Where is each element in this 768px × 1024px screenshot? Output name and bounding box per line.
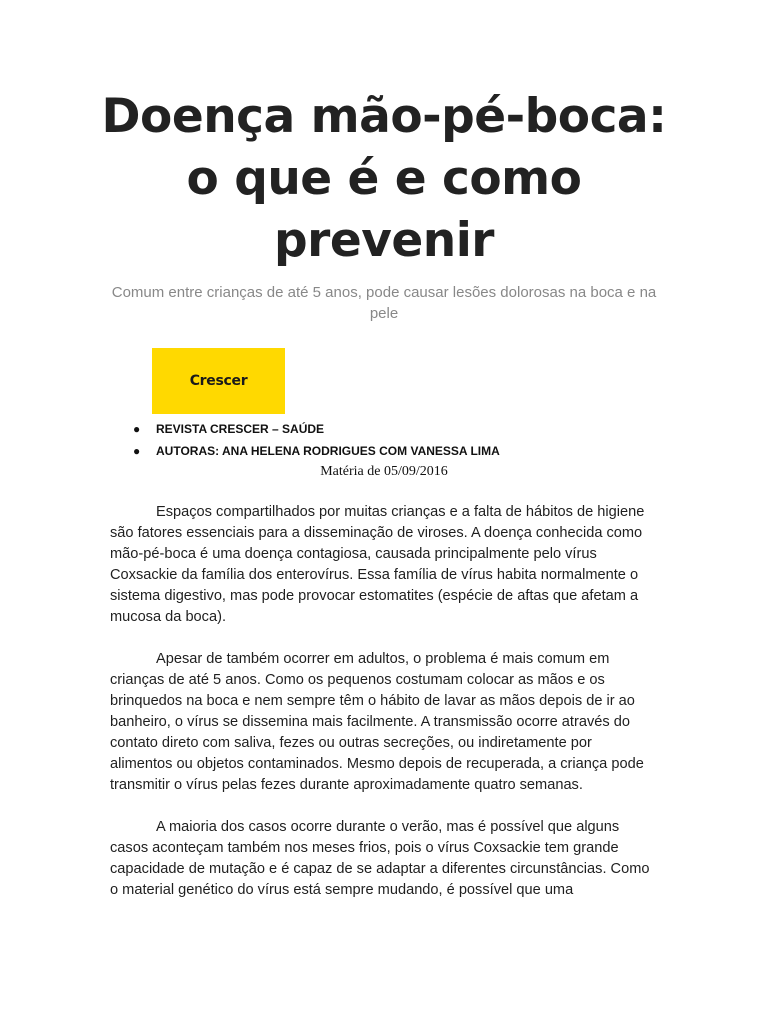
article-body	[110, 502, 658, 922]
meta-item-label: AUTORAS: ANA HELENA RODRIGUES COM VANESSA LIMA	[156, 444, 500, 458]
article-subtitle: Comum entre crianças de até 5 anos, pode causar lesões dolorosas na boca e na pele	[111, 284, 657, 322]
meta-item-authors	[130, 440, 500, 462]
meta-item-source	[130, 418, 500, 440]
bullet-icon: ●	[133, 444, 141, 458]
paragraph: A maioria dos casos ocorre durante o verão, mas é possível que alguns casos aconteçam também nos meses frios, pois o vírus Coxsackie tem grande capacidade de mutação e é capaz de se adaptar a diferentes circunstâncias. Como o material genético do vírus está sempre mudando, é possível que uma	[110, 819, 650, 898]
logo-text: Crescer	[189, 373, 248, 389]
article-meta-list	[130, 418, 500, 462]
paragraph: Apesar de também ocorrer em adultos, o problema é mais comum em crianças de até 5 anos. Como os pequenos costumam colocar as mãos e os brinquedos na boca e nem sempre têm o hábito de lavar as mãos depois de ir ao banheiro, o vírus se dissemina mais facilmente. A transmissão ocorre através do contato direto com saliva, fezes ou outras secreções, ou indiretamente por alimentos ou objetos contaminados. Mesmo depois de recuperada, a criança pode transmitir o vírus pelas fezes durante aproximadamente quatro semanas.	[110, 651, 644, 793]
bullet-icon: ●	[133, 422, 141, 436]
crescer-logo	[152, 348, 285, 414]
article-title: Doença mão-pé-boca: o que é e como prevenir	[101, 89, 667, 268]
meta-item-label: REVISTA CRESCER – SAÚDE	[156, 422, 325, 436]
article-date: Matéria de 05/09/2016	[320, 464, 448, 479]
paragraph: Espaços compartilhados por muitas crianças e a falta de hábitos de higiene são fatores essenciais para a disseminação de viroses. A doença conhecida como mão-pé-boca é uma doença contagiosa, causada principalmente pelo vírus Coxsackie da família dos enterovírus. Essa família de vírus habita normalmente o sistema digestivo, mas pode provocar estomatites (espécie de aftas que afetam a mucosa da boca).	[110, 504, 645, 625]
